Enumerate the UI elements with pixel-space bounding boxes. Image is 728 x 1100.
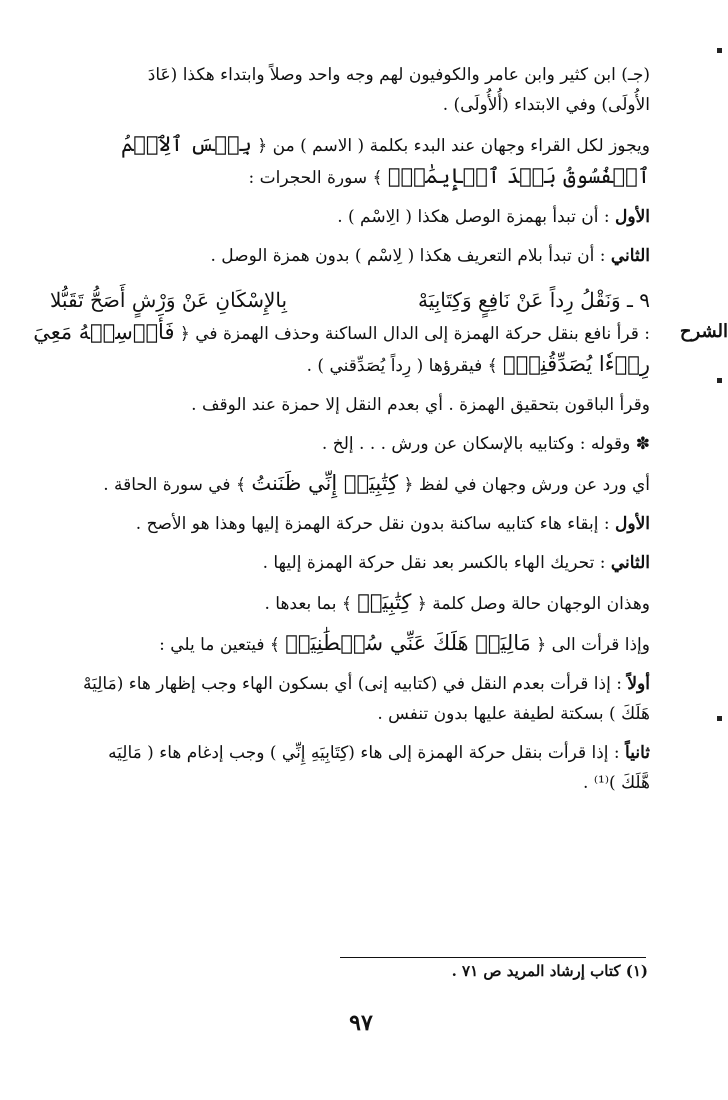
footnote-divider xyxy=(340,957,646,958)
line-text: ﴾ في سورة الحاقة . xyxy=(103,475,246,495)
paragraph-line: وقرأ الباقون بتحقيق الهمزة . أي بعدم النقل إلا حمزة عند الوقف . xyxy=(191,395,650,415)
poem-verse xyxy=(50,283,650,317)
verse-second-hemistich: بِالإِسْكَانِ عَنْ وَرْشٍ أَصَحُّ تَقَبُّلا xyxy=(50,288,288,312)
line-text: وهذان الوجهان حالة وصل كلمة ﴿ xyxy=(416,594,650,614)
paragraph-line xyxy=(50,349,650,381)
verse-first-hemistich: ٩ ـ وَنَقْلُ رِداً عَنْ نَافِعٍ وَكِتَابِيَهْ xyxy=(417,288,650,312)
quran-text: بِئۡسَ ٱلِٱسۡمُ xyxy=(120,132,252,156)
paragraph-line xyxy=(50,129,650,161)
line-text: ويجوز لكل القراء وجهان عند البدء بكلمة ( الاسم ) من ﴿ xyxy=(257,136,650,156)
paragraph-line: هَلَكَ ) بسكتة لطيفة عليها بدون تنفس . xyxy=(377,704,650,724)
footnote: (١) كتاب إرشاد المريد ص ٧١ . xyxy=(451,962,648,980)
paragraph-line xyxy=(33,317,650,349)
line-text: ﴾ بما بعدها . xyxy=(264,594,352,614)
quran-text: كِتَٰبِيَهۡ xyxy=(357,590,412,614)
line-text: : قرأ نافع بنقل حركة الهمزة إلى الدال الساكنة وحذف الهمزة في ﴿ xyxy=(179,324,650,344)
scan-edge-mark xyxy=(717,716,722,721)
paragraph-line xyxy=(50,548,650,578)
paragraph-line: (جـ) ابن كثير وابن عامر والكوفيون لهم وجه واحد وصلاً وابتداء هكذا (عَادَ xyxy=(147,65,650,85)
quran-text: ٱلۡفُسُوقُ بَعۡدَ ٱلۡإِيمَٰنِۚ xyxy=(387,164,650,188)
quran-text: رِدۡءٗا يُصَدِّقُنِيٓۖ xyxy=(503,352,650,376)
line-text: ﴾ فيتعين ما يلي : xyxy=(159,635,280,655)
item-label: الثاني xyxy=(610,246,650,266)
paragraph-line xyxy=(50,241,650,271)
line-text: ﴾ فيقرؤها ( رِداً يُصَدِّقني ) . xyxy=(306,356,498,376)
quran-text: كِتَٰبِيَهۡ إِنِّي ظَنَنتُ xyxy=(251,471,399,495)
item-label: الأول xyxy=(615,514,650,534)
paragraph-line xyxy=(50,628,650,660)
line-text: : إذا قرأت بنقل حركة الهمزة إلى هاء (كِتَابِيَهِ إِنِّي ) وجب إدغام هاء ( مَالِيَه xyxy=(108,743,620,763)
quran-text: مَالِيَهۡ هَلَكَ عَنِّي سُلۡطَٰنِيَهۡ xyxy=(285,631,531,655)
line-text: : تحريك الهاء بالكسر بعد نقل حركة الهمزة إليها . xyxy=(262,553,606,573)
page-body xyxy=(33,60,728,798)
paragraph-line xyxy=(50,587,650,619)
paragraph-line xyxy=(50,161,650,193)
paragraph-line xyxy=(50,509,650,539)
item-label: الأول xyxy=(615,207,650,227)
scan-edge-mark xyxy=(717,48,722,53)
commentary-block xyxy=(33,317,728,381)
paragraph-line xyxy=(50,468,650,500)
scan-edge-mark xyxy=(717,378,722,383)
line-text: : إذا قرأت بعدم النقل في (كتابيه إنى) أي بسكون الهاء وجب إظهار هاء (مَالِيَهْ xyxy=(83,674,622,694)
commentary-label: الشرح xyxy=(679,321,728,342)
line-text: : أن تبدأ بهمزة الوصل هكذا ( الِاسْم ) . xyxy=(337,207,610,227)
item-label: ثانياً xyxy=(625,743,650,763)
quran-text: فَأَرۡسِلۡهُ مَعِيَ xyxy=(33,320,175,344)
page-number: ٩٧ xyxy=(349,1010,373,1036)
line-text: وإذا قرأت الى ﴿ xyxy=(536,635,650,655)
item-label: أولاً xyxy=(627,674,650,694)
paragraph-line xyxy=(50,202,650,232)
paragraph-line xyxy=(50,738,650,768)
paragraph-line: الأُولَى) وفي الابتداء (أُلأُولَى) . xyxy=(442,95,650,115)
paragraph-line: ✽ وقوله : وكتابيه بالإسكان عن ورش . . . إلخ . xyxy=(321,434,650,454)
line-text: : إبقاء هاء كتابيه ساكنة بدون نقل حركة الهمزة إليها وهذا هو الأصح . xyxy=(135,514,610,534)
paragraph-line xyxy=(50,669,650,699)
paragraph-line: هَّلَكَ )⁽¹⁾ . xyxy=(583,773,650,793)
line-text: : أن تبدأ بلام التعريف هكذا ( لِاسْم ) بدون همزة الوصل . xyxy=(210,246,606,266)
item-label: الثاني xyxy=(610,553,650,573)
line-text: أي ورد عن ورش وجهان في لفظ ﴿ xyxy=(403,475,650,495)
line-text: ﴾ سورة الحجرات : xyxy=(248,168,383,188)
